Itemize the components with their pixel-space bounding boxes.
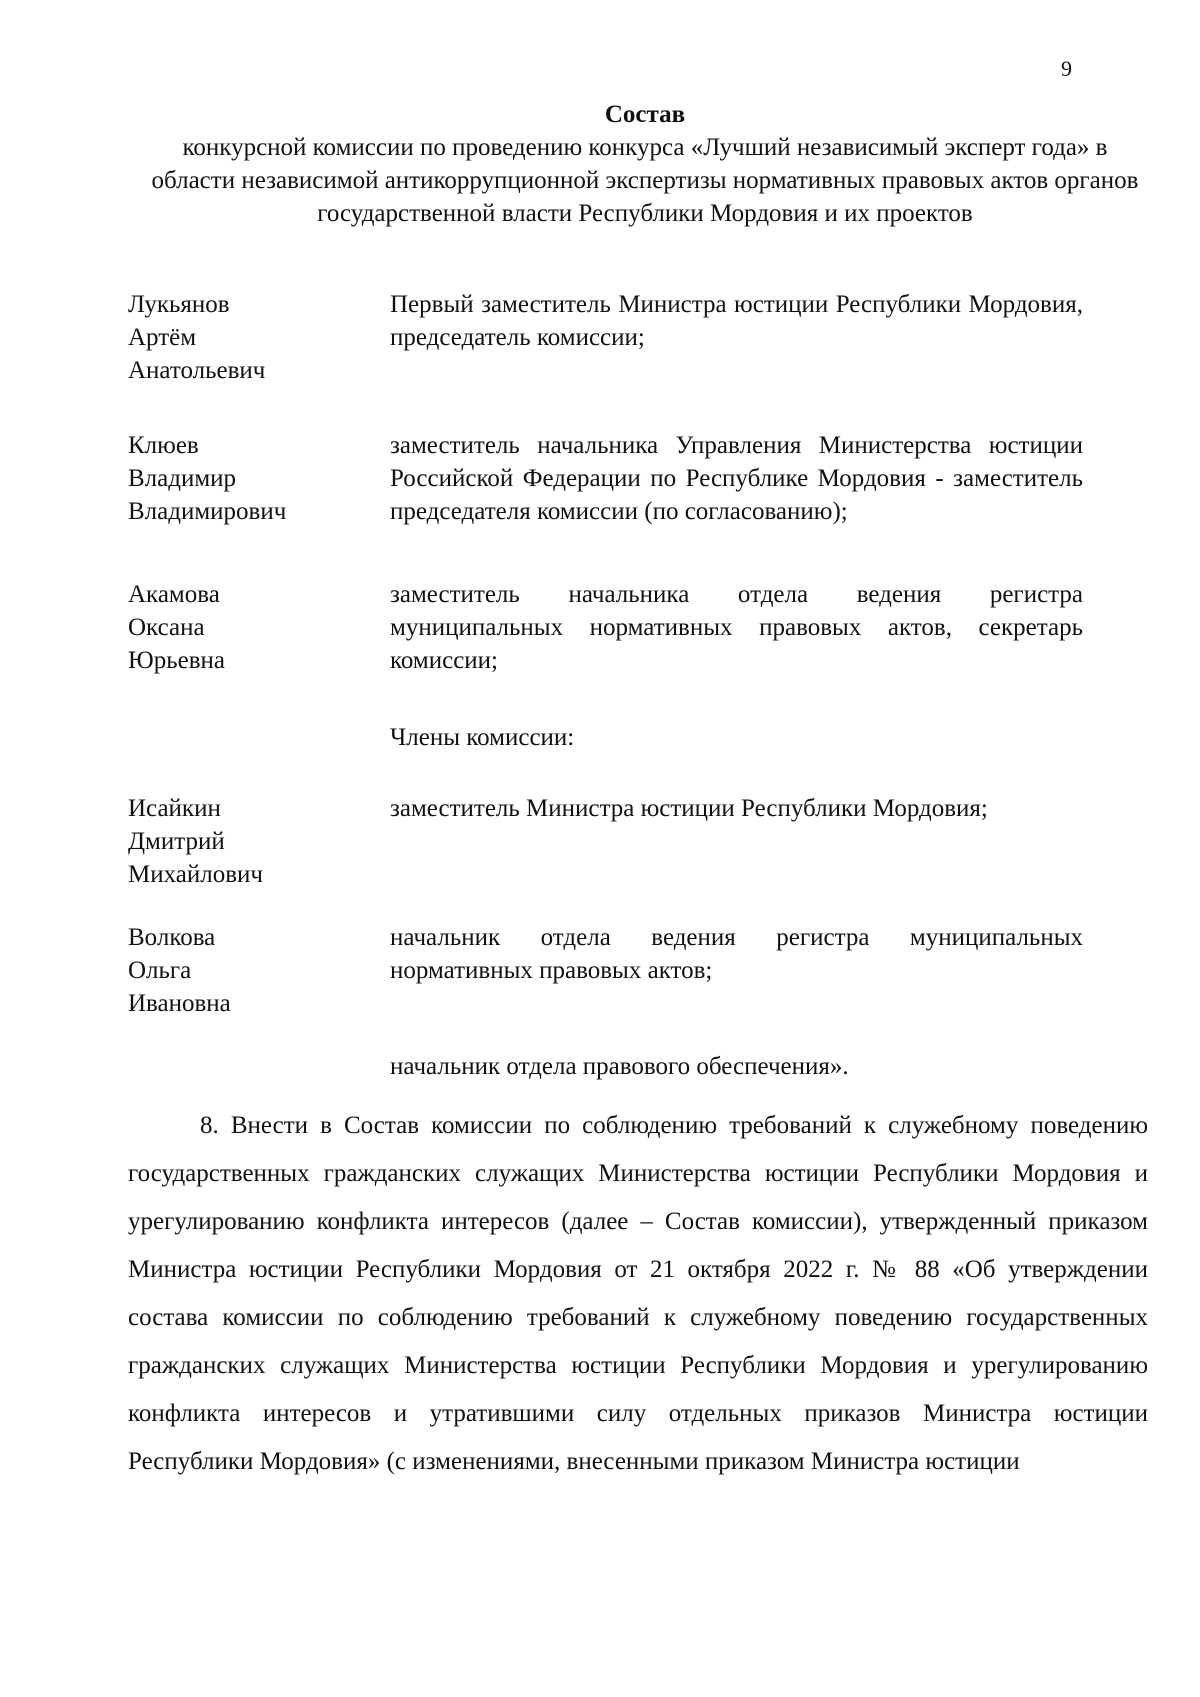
member-name	[128, 578, 390, 677]
members-subhead: Члены комиссии:	[390, 724, 575, 751]
member-role: Первый заместитель Министра юстиции Республики Мордовия, председатель комиссии;	[390, 291, 1083, 351]
member-role-unnamed: начальник отдела правового обеспечения».	[390, 1053, 849, 1080]
member-role: заместитель начальника отдела ведения регистра муниципальных нормативных правовых актов, секретарь комиссии;	[390, 581, 1083, 674]
member-row	[128, 792, 1083, 891]
member-first-name: Дмитрий	[128, 828, 225, 855]
member-role: начальник отдела ведения регистра муниципальных нормативных правовых актов;	[390, 924, 1083, 984]
member-role: заместитель Министра юстиции Республики Мордовия;	[390, 795, 988, 822]
member-patronymic: Ивановна	[128, 990, 231, 1017]
member-row	[128, 578, 1083, 677]
member-row	[128, 429, 1083, 528]
member-first-name: Артём	[128, 324, 197, 351]
member-name	[128, 921, 390, 1020]
member-row	[128, 288, 1083, 387]
member-first-name: Оксана	[128, 614, 205, 641]
member-surname: Клюев	[128, 432, 199, 459]
member-surname: Акамова	[128, 581, 220, 608]
member-patronymic: Владимирович	[128, 498, 287, 525]
member-patronymic: Юрьевна	[128, 647, 225, 674]
member-patronymic: Михайлович	[128, 861, 263, 888]
heading-title: Состав	[604, 101, 686, 128]
member-name	[128, 792, 390, 891]
member-row	[128, 921, 1083, 1020]
member-name	[128, 429, 390, 528]
page-number: 9	[1061, 56, 1072, 81]
member-surname: Исайкин	[128, 795, 221, 822]
member-surname: Лукьянов	[128, 291, 230, 318]
heading-subtitle: конкурсной комиссии по проведению конкурса «Лучший независимый эксперт года» в области независимой антикоррупционной экспертизы нормативных правовых актов органов государственной власти Республики Мордовия и их проектов	[151, 134, 1139, 227]
member-patronymic: Анатольевич	[128, 357, 266, 384]
paragraph-8: 8. Внести в Состав комиссии по соблюдению требований к служебному поведению государственных гражданских служащих Министерства юстиции Республики Мордовия и урегулированию конфликта интересов (далее – Состав комиссии), утвержденный приказом Министра юстиции Республики Мордовия от 21 октября 2022 г. № 88 «Об утверждении состава комиссии по соблюдению требований к служебному поведению государственных гражданских служащих Министерства юстиции Республики Мордовия и урегулированию конфликта интересов и утратившими силу отдельных приказов Министра юстиции Республики Мордовия» (с изменениями, внесенными приказом Министра юстиции	[128, 1112, 1148, 1475]
member-name	[128, 288, 390, 387]
member-surname: Волкова	[128, 924, 216, 951]
commission-list	[128, 288, 1083, 1083]
document-heading	[150, 98, 1140, 230]
member-first-name: Владимир	[128, 465, 237, 492]
member-first-name: Ольга	[128, 957, 192, 984]
member-role: заместитель начальника Управления Министерства юстиции Российской Федерации по Республике Мордовия - заместитель председателя комиссии (по согласованию);	[390, 432, 1083, 525]
